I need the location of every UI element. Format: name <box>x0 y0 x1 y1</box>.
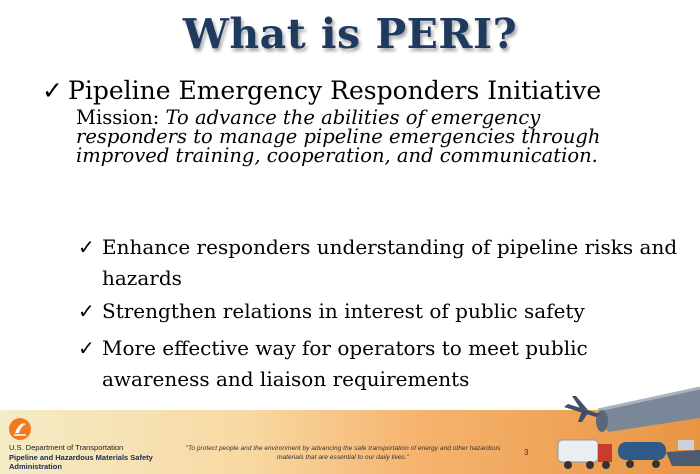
bullet-text: Strengthen relations in interest of public safety <box>102 299 585 323</box>
checkmark-icon: ✓ <box>78 235 95 259</box>
transportation-artwork-icon <box>538 380 700 474</box>
mission-statement <box>76 108 636 165</box>
bullet-text: More effective way for operators to meet public awareness and liaison requirements <box>102 336 588 391</box>
checkmark-icon: ✓ <box>42 76 63 105</box>
mission-text: To advance the abilities of emergency responders to manage pipeline emergencies through improved training, cooperation, and communication. <box>76 106 601 167</box>
dot-logo-icon <box>9 418 31 440</box>
page-number: 3 <box>524 448 529 457</box>
mission-quote: "To protect people and the environment by advancing the safe transportation of energy and other hazardous materials that are essential to our daily lives." <box>185 445 501 461</box>
bullet-item <box>78 296 678 327</box>
checkmark-icon: ✓ <box>78 299 95 323</box>
bullet-text: Enhance responders understanding of pipeline risks and hazards <box>102 235 678 290</box>
bullet-item <box>78 232 678 294</box>
checkmark-icon: ✓ <box>78 336 95 360</box>
main-bullet-text: Pipeline Emergency Responders Initiative <box>68 76 602 105</box>
department-name: U.S. Department of Transportation <box>9 443 124 452</box>
mission-label: Mission: <box>76 106 166 129</box>
slide-title: What is PERI? <box>182 10 518 58</box>
main-bullet <box>42 76 682 105</box>
agency-name: Pipeline and Hazardous Materials Safety Administration <box>9 453 153 471</box>
